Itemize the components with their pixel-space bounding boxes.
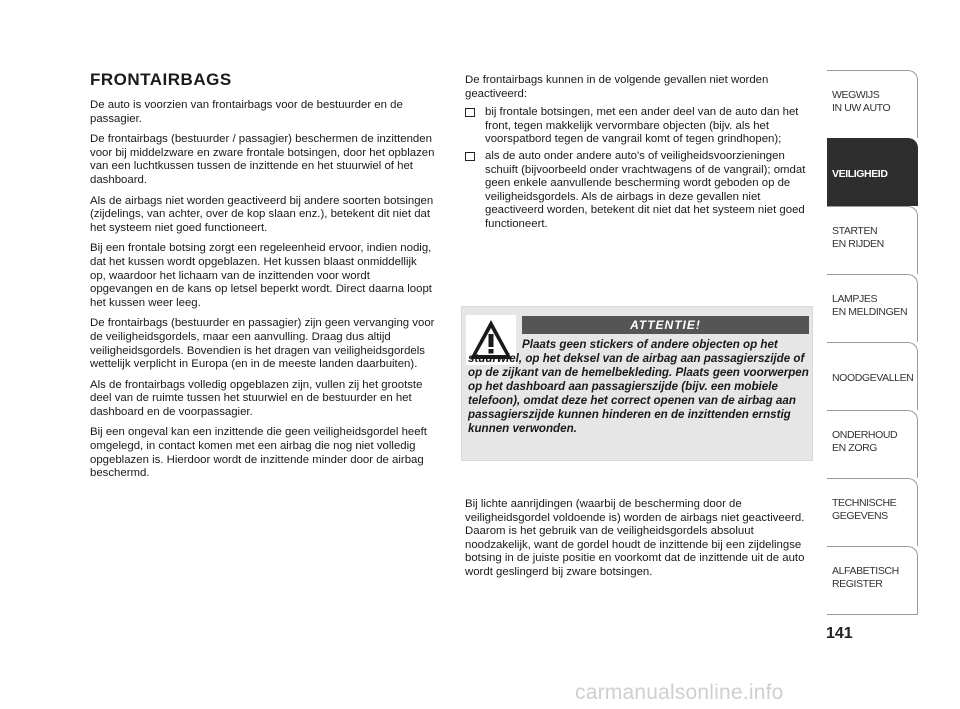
right-column bbox=[465, 74, 810, 235]
tab-label: EN ZORG bbox=[832, 441, 878, 454]
tab-label: NOODGEVALLEN bbox=[832, 372, 914, 384]
paragraph: De frontairbags (bestuurder / passagier) beschermen de inzittenden voor bij middelzware en zware frontale botsingen, door het opblazen van een luchtkussen tussen de inzittende en het stuurwiel of het dashboard. bbox=[90, 133, 435, 186]
paragraph: Bij een frontale botsing zorgt een regeleenheid ervoor, indien nodig, dat het kussen wordt opgeblazen. Het kussen blaast onmiddellijk op, waardoor het lichaam van de inzittenden voor wordt opgevangen en de kans op letsel beperkt wordt. Direct daarna loopt het kussen weer leeg. bbox=[90, 242, 432, 309]
bullet-item bbox=[465, 150, 810, 232]
tab-label: GEGEVENS bbox=[832, 509, 888, 522]
tab-label: TECHNISCHE bbox=[832, 497, 897, 509]
paragraph: Als de frontairbags volledig opgeblazen zijn, vullen zij het grootste deel van de ruimte tussen het stuurwiel en de bestuurder en het dashboard en de voorpassagier. bbox=[90, 378, 423, 418]
tab-label: EN MELDINGEN bbox=[832, 305, 908, 318]
paragraph: Bij een ongeval kan een inzittende die geen veiligheidsgordel heeft omgelegd, in contact komen met een airbag die nog niet volledig opgeblazen is. Hierdoor wordt de inzittende minder door de airbag beschermd. bbox=[90, 426, 427, 480]
tab-lampjes[interactable] bbox=[827, 274, 918, 342]
tab-label: IN UW AUTO bbox=[832, 101, 891, 114]
tab-noodgevallen[interactable] bbox=[827, 342, 918, 410]
tab-label: ALFABETISCH bbox=[832, 565, 899, 577]
bullet-text: bij frontale botsingen, met een ander deel van de auto dan het front, tegen makkelijk vervormbare objecten (bijv. als het voorspatbord tegen de vangrail komt of tegen grindhopen); bbox=[485, 106, 799, 146]
tab-onderhoud[interactable] bbox=[827, 410, 918, 478]
left-column bbox=[90, 70, 435, 488]
tab-wegwijs[interactable] bbox=[827, 70, 918, 138]
paragraph: De auto is voorzien van frontairbags voor de bestuurder en de passagier. bbox=[90, 99, 403, 125]
tab-technische[interactable] bbox=[827, 478, 918, 546]
intro-paragraph: De frontairbags kunnen in de volgende gevallen niet worden geactiveerd: bbox=[465, 74, 769, 100]
watermark: carmanualsonline.info bbox=[575, 681, 784, 704]
tab-label: EN RIJDEN bbox=[832, 237, 884, 250]
tab-label: LAMPJES bbox=[832, 293, 878, 305]
bullet-text: als de auto onder andere auto's of veiligheidsvoorzieningen schuift (bijvoorbeeld onder vrachtwagens of de vangrail); omdat geen enkele aanvullende bescherming wordt geboden op de veiligheidsgordels. Als de airbags in deze gevallen niet geactiveerd worden, betekent dit niet dat het systeem niet goed functioneert. bbox=[485, 149, 806, 230]
tab-starten[interactable] bbox=[827, 206, 918, 274]
checkbox-bullet-icon bbox=[465, 108, 475, 117]
section-title: FRONTAIRBAGS bbox=[90, 70, 232, 89]
bottom-paragraph: Bij lichte aanrijdingen (waarbij de bescherming door de veiligheidsgordel voldoende is) worden de airbags niet geactiveerd. Daarom is het gebruik van de veiligheidsgordels absoluut noodzakelijk, want de gordel houdt de inzittende bij een zijdelingse botsing in de juiste positie en voorkomt dat de inzittende uit de auto wordt geslingerd bij zware botsingen. bbox=[465, 498, 805, 578]
paragraph: De frontairbags (bestuurder en passagier) zijn geen vervanging voor de veiligheidsgordels, maar een aanvulling. Draag dus altijd veiligheidsgordels. Bovendien is het dragen van veiligheidsgordels wettelijk verplicht in Europa (en in de meeste landen daarbuiten). bbox=[90, 317, 435, 371]
tab-label: STARTEN bbox=[832, 225, 878, 237]
tab-label: REGISTER bbox=[832, 577, 883, 590]
tab-label: VEILIGHEID bbox=[832, 168, 888, 180]
checkbox-bullet-icon bbox=[465, 152, 475, 161]
warning-text: Plaats geen stickers of andere objecten op het stuurwiel, op het deksel van de airbag aan passagierszijde of op de zijkant van de hemelbekleding. Plaats geen voorwerpen op het dashboard aan passagierszijde (bijv. een mobiele telefoon), omdat deze het correct openen van de airbag aan passagierszijde kunnen hinderen en de inzittenden ernstig kunnen verwonden. bbox=[468, 338, 809, 435]
bullet-item bbox=[465, 106, 810, 147]
chapter-tabs bbox=[827, 70, 918, 615]
paragraph: Als de airbags niet worden geactiveerd bij andere soorten botsingen (zijdelings, van achter, over de kop slaan enz.), betekent dit niet dat het systeem niet goed functioneert. bbox=[90, 194, 434, 234]
page-number: 141 bbox=[826, 625, 853, 642]
tab-alfabetisch[interactable] bbox=[827, 546, 918, 614]
warning-header: ATTENTIE! bbox=[522, 316, 809, 334]
tab-veiligheid[interactable] bbox=[827, 138, 918, 206]
tab-label: ONDERHOUD bbox=[832, 429, 898, 441]
tabs-divider bbox=[827, 614, 918, 615]
tab-label: WEGWIJS bbox=[832, 89, 880, 101]
warning-box bbox=[461, 306, 813, 461]
